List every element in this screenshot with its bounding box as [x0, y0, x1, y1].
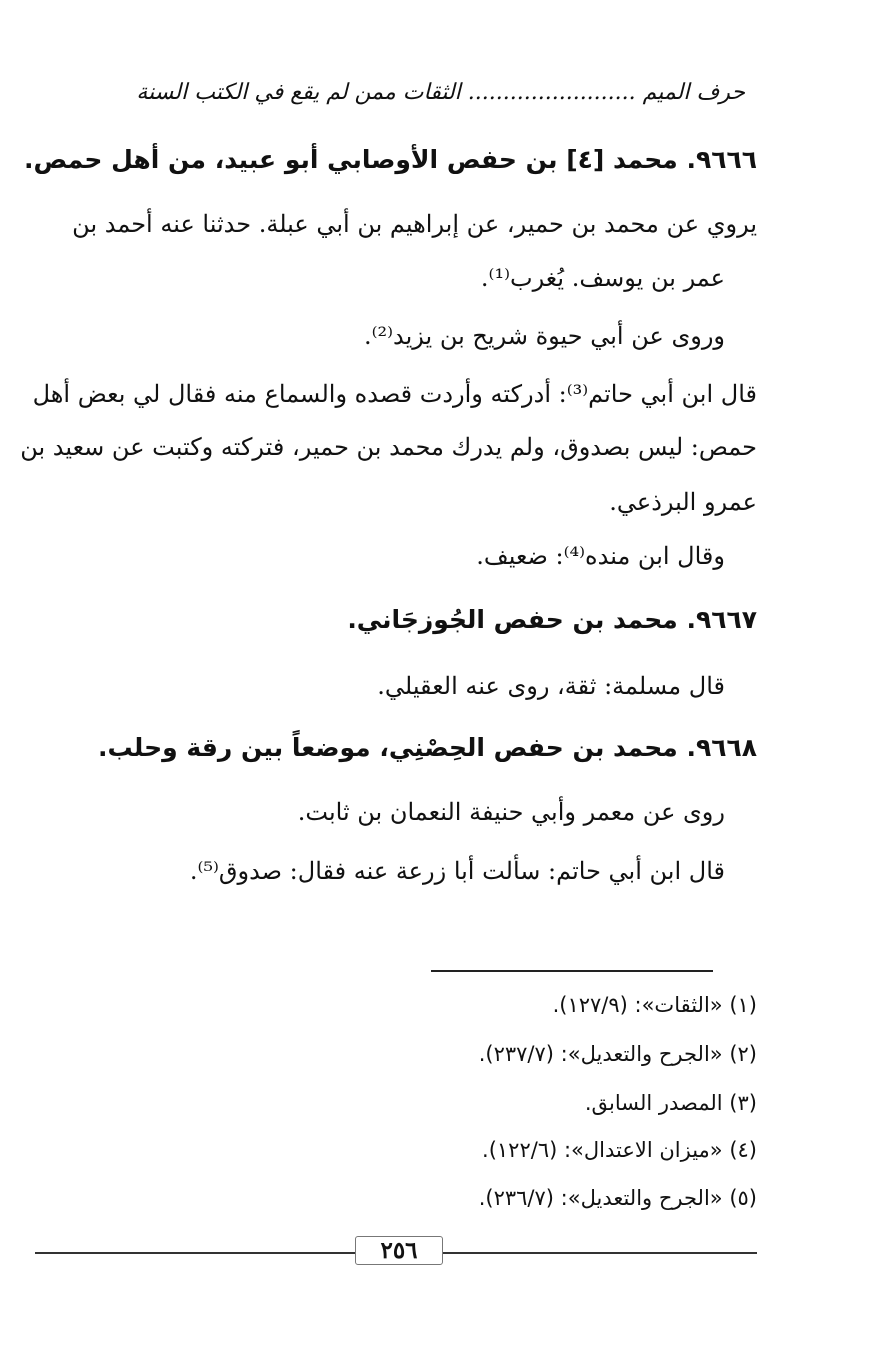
- running-header: [136, 80, 745, 105]
- entry-title: ٩٦٦٦. محمد [٤] بن حفص الأوصابي أبو عبيد، من أهل حمص.: [24, 145, 757, 174]
- footnote: (٣) المصدر السابق.: [584, 1091, 757, 1115]
- body-line: عمرو البرذعي.: [609, 488, 757, 516]
- header-book-title: الثقات ممن لم يقع في الكتب السنة: [136, 80, 461, 105]
- page-number: ٢٥٦: [355, 1236, 443, 1265]
- footnote: (٢) «الجرح والتعديل»: (٢٣٧/٧).: [478, 1042, 757, 1066]
- footnote: (١) «الثقات»: (١٢٧/٩).: [552, 993, 757, 1017]
- body-line: وقال ابن منده⁽⁴⁾: ضعيف.: [476, 542, 725, 570]
- body-line: عمر بن يوسف. يُغرب⁽¹⁾.: [480, 264, 725, 292]
- footnote: (٥) «الجرح والتعديل»: (٢٣٦/٧).: [478, 1186, 757, 1210]
- body-line: قال ابن أبي حاتم⁽³⁾: أدركته وأردت قصده والسماع منه فقال لي بعض أهل: [32, 380, 757, 408]
- body-line: وروى عن أبي حيوة شريح بن يزيد⁽²⁾.: [363, 322, 725, 350]
- entry-title: ٩٦٦٨. محمد بن حفص الحِصْنِي، موضعاً بين رقة وحلب.: [97, 733, 757, 762]
- footnote: (٤) «ميزان الاعتدال»: (١٢٢/٦).: [482, 1138, 757, 1162]
- body-line: حمص: ليس بصدوق، ولم يدرك محمد بن حمير، فتركته وكتبت عن سعيد بن: [20, 433, 757, 461]
- header-chapter: حرف الميم: [642, 80, 745, 105]
- body-line: قال ابن أبي حاتم: سألت أبا زرعة عنه فقال: صدوق⁽⁵⁾.: [189, 857, 725, 885]
- body-line: روى عن معمر وأبي حنيفة النعمان بن ثابت.: [297, 798, 725, 826]
- bottom-rule-right: [441, 1252, 757, 1254]
- bottom-rule-left: [35, 1252, 355, 1254]
- footnote-divider: [431, 970, 713, 972]
- body-line: قال مسلمة: ثقة، روى عنه العقيلي.: [377, 672, 725, 700]
- header-dots: ........................: [467, 80, 636, 105]
- body-line: يروي عن محمد بن حمير، عن إبراهيم بن أبي عبلة. حدثنا عنه أحمد بن: [72, 210, 757, 238]
- entry-title: ٩٦٦٧. محمد بن حفص الجُوزجَاني.: [347, 605, 757, 634]
